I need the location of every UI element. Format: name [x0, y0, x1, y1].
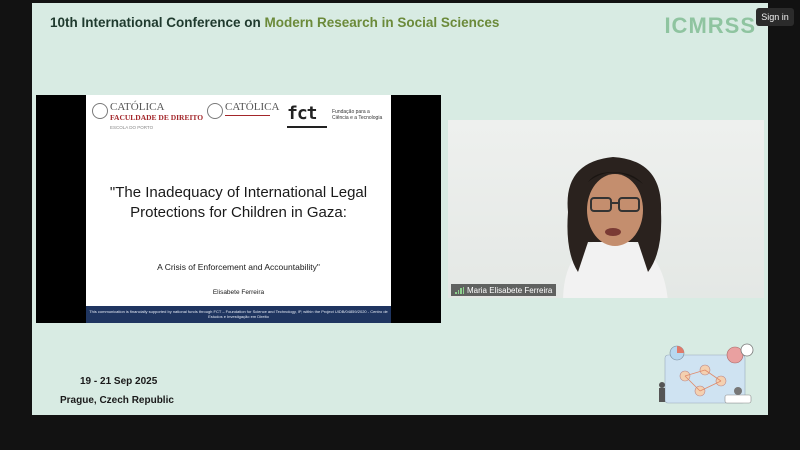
logo1-name: CATÓLICA — [110, 101, 165, 113]
slide-author: Elisabete Ferreira — [212, 289, 265, 296]
slide-title: "The Inadequacy of International Legal Protections for Children in Gaza: — [109, 184, 368, 221]
people-network-illustration — [655, 343, 760, 408]
presentation-slide — [86, 95, 391, 323]
event-dates: 19 - 21 Sep 2025 — [80, 376, 158, 387]
conference-title-prefix: 10th International Conference on — [50, 15, 265, 30]
presentation-slide-area — [36, 95, 441, 323]
sign-in-button[interactable]: Sign in — [756, 8, 794, 26]
icmrss-logo: ICMRSS — [664, 13, 756, 38]
conference-title — [50, 15, 499, 30]
participant-name: Maria Elisabete Ferreira — [467, 285, 553, 295]
fct-logo: fct — [287, 103, 317, 124]
logo1-sub: FACULDADE DE DIREITO — [110, 113, 204, 122]
conference-title-highlight: Modern Research in Social Sciences — [264, 15, 500, 30]
event-location: Prague, Czech Republic — [60, 395, 174, 406]
crest-icon — [92, 103, 108, 119]
slide-logos — [92, 101, 387, 141]
slide-subtitle: A Crisis of Enforcement and Accountability" — [157, 262, 320, 272]
slide-funding-footer: This communication is financially supported by national funds through FCT – Foundation for Science and Technology, IP, within the Project UIDB/04859/2020 - Centro de Estudos e Investigação em Direito — [86, 306, 391, 323]
speaker-video-icon — [543, 142, 683, 298]
participant-video-tile[interactable] — [448, 120, 764, 298]
crest-icon — [207, 103, 223, 119]
logo2-name: CATÓLICA — [225, 101, 280, 113]
logo2-rule — [225, 115, 270, 116]
fct-logo-text: Fundação para a Ciência e a Tecnologia — [332, 109, 383, 121]
participant-name-label — [451, 284, 556, 296]
signal-strength-icon — [455, 287, 464, 294]
fct-logo-rule — [287, 126, 327, 128]
logo1-sub2: ESCOLA DO PORTO — [110, 125, 154, 130]
